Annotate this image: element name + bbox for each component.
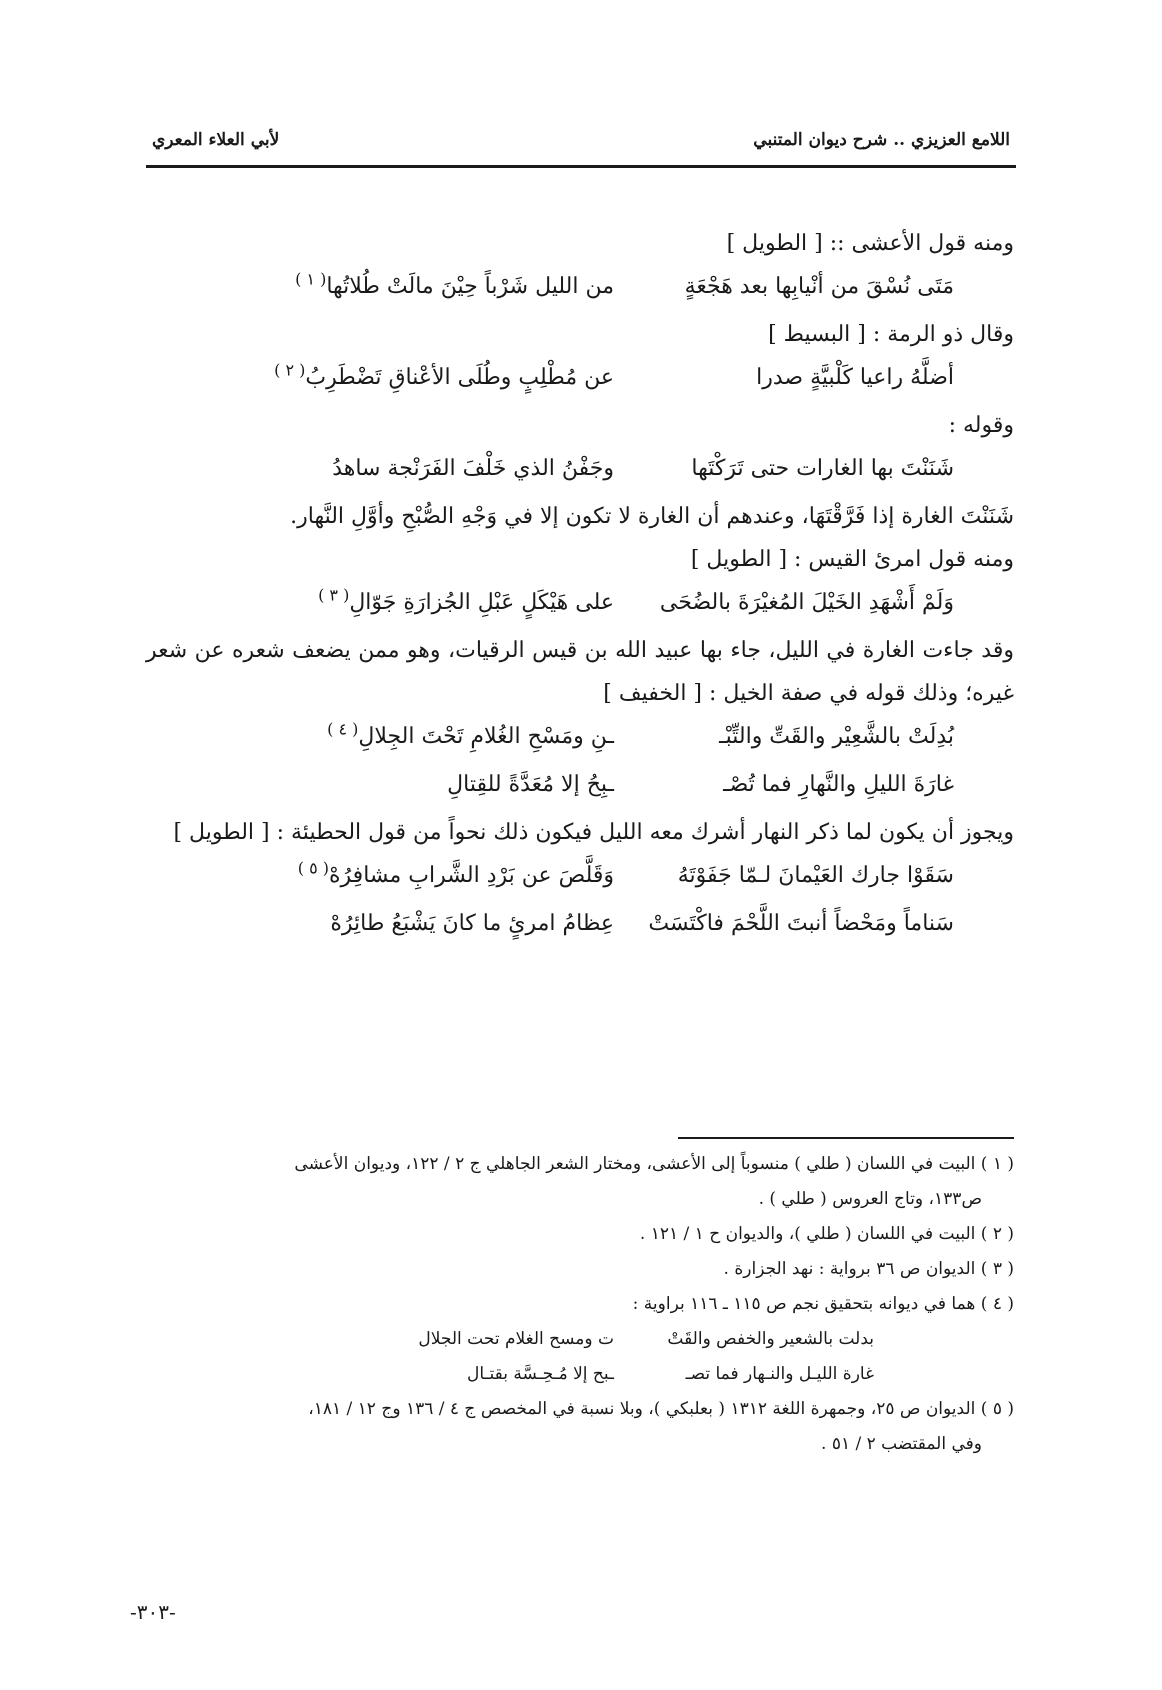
- verse-line: [146, 265, 1014, 313]
- verse-hemistich: [318, 581, 614, 624]
- verse-hemistich: ـبح إلا مُـحِـسَّة بقتـال: [466, 1364, 614, 1384]
- verse-hemistich: ت ومسح الغلام تحت الجلال: [418, 1329, 614, 1349]
- verse-hemistich: مَتَى نُسْقَ من أنْيابِها بعد هَجْعَةٍ: [684, 274, 954, 299]
- footnote: ( ٢ ) البيت في اللسان ( طلي )، والديوان ح ١ / ١٢١ .: [639, 1224, 1014, 1244]
- verse-hemistich: أضلَّهُ راعيا كَلْبيَّةٍ صدرا: [756, 365, 954, 390]
- footnote-separator: [678, 1137, 1014, 1139]
- page-number: -٣٠٣-: [130, 1600, 176, 1624]
- footnote-continuation: ص١٣٣، وتاج العروس ( طلي ) .: [758, 1189, 982, 1209]
- footnote: ( ٣ ) الديوان ص ٣٦ برواية : نهد الجزارة .: [723, 1259, 1014, 1279]
- footnote-verse: [146, 1357, 1014, 1392]
- text-run: ـنِ ومَسْحِ الغُلامِ تَحْتَ الجِلالِ: [358, 724, 614, 749]
- verse-hemistich: وَلَمْ أَشْهَدِ الخَيْلَ المُغيْرَةَ بالضُحَى: [659, 590, 954, 615]
- verse-hemistich: عِظامُ امرئٍ ما كانَ يَشْبَعُ طائِرُهْ: [330, 911, 614, 936]
- verse-hemistich: [298, 854, 614, 897]
- verse-line: [146, 356, 1014, 404]
- verse-line: [146, 763, 1014, 811]
- paragraph: [146, 629, 1014, 715]
- verse-hemistich: [274, 356, 614, 399]
- paragraph: [146, 811, 1014, 854]
- text-run: وقد جاءت الغارة في الليل، جاء بها عبيد الله بن قيس الرقيات، وهو ممن يضعف شعره عن شعر غيره؛ وذلك قوله في صفة الخيل : [ الخفيف ]: [146, 638, 1014, 706]
- footnote: ( ٥ ) الديوان ص ٢٥، وجمهرة اللغة ١٣١٢ ( بعلبكي )، وبلا نسبة في المخصص ج ٤ / ١٣٦ وج ١٢ / ١٨١،: [308, 1399, 1014, 1419]
- text-run: وقوله :: [948, 413, 1014, 438]
- footnote-ref: ( ١ ): [295, 269, 327, 289]
- verse-line: [146, 902, 1014, 950]
- intro-line: [146, 404, 1014, 447]
- verse-hemistich: ـبِحُ إلا مُعَدَّةً للقِتالِ: [447, 772, 614, 797]
- verse-line: [146, 581, 1014, 629]
- footnote-ref: ( ٢ ): [274, 360, 306, 380]
- text-run: شَنَنْتَ الغارة إذا فَرَّقْتَهَا، وعندهم أن الغارة لا تكون إلا في وَجْهِ الصُّبْحِ وأوَّلِ النَّهار.: [290, 504, 1014, 529]
- verse-line: [146, 854, 1014, 902]
- verse-line: [146, 447, 1014, 495]
- main-text: [146, 222, 1014, 950]
- header-rule: [146, 165, 1016, 168]
- verse-hemistich: [327, 715, 614, 758]
- text-run: وَقَلَّصَ عن بَرْدِ الشَّرابِ مشافِرُهْ: [329, 863, 614, 888]
- footnote: ( ٤ ) هما في ديوانه بتحقيق نجم ص ١١٥ ـ ١١٦ براوية :: [632, 1294, 1014, 1314]
- verse-hemistich: [295, 265, 614, 308]
- author-name: لأبي العلاء المعري: [152, 130, 280, 150]
- verse-hemistich: بُدِلَتْ بالشَّعِيْر والقَتِّ والتِّبْـ: [719, 724, 954, 749]
- text-run: على هَيْكَلٍ عَبْلِ الجُزارَةِ جَوّالِ: [349, 590, 614, 615]
- footnote: ( ١ ) البيت في اللسان ( طلي ) منسوباً إلى الأعشى، ومختار الشعر الجاهلي ج ٢ / ١٢٢، وديوان الأعشى: [294, 1154, 1014, 1174]
- footnote-continuation: وفي المقتضب ٢ / ٥١ .: [821, 1434, 982, 1454]
- intro-line: [146, 313, 1014, 356]
- footnote-ref: ( ٣ ): [318, 585, 350, 605]
- footnote-ref: ( ٥ ): [297, 858, 330, 878]
- book-title: اللامع العزيزي .. شرح ديوان المتنبي: [753, 130, 1010, 150]
- footnote-verse: [146, 1322, 1014, 1357]
- intro-line: [146, 538, 1014, 581]
- text-run: ومنه قول الأعشى :: [ الطويل ]: [726, 231, 1014, 256]
- verse-hemistich: غارة الليـل والنـهار فما تصـ: [685, 1364, 874, 1384]
- verse-line: [146, 715, 1014, 763]
- text-run: عن مُطْلِبٍ وطُلَى الأعْناقِ تَضْطَرِبُ: [305, 365, 614, 390]
- verse-hemistich: سَناماً ومَحْضاً أنبتَ اللَّحْمَ فاكْتَسَتْ: [648, 911, 954, 936]
- text-run: من الليل شَرْباً حِيْنَ مالَتْ طُلاتُها: [326, 274, 614, 299]
- running-header: [146, 118, 1016, 166]
- verse-hemistich: شَنَنْتَ بها الغارات حتى تَرَكْتَها: [691, 456, 954, 481]
- verse-hemistich: بدلت بالشعير والخفص والقَتْ: [667, 1329, 874, 1349]
- text-run: وقال ذو الرمة : [ البسيط ]: [768, 322, 1014, 347]
- footnote-ref: ( ٤ ): [327, 719, 359, 739]
- intro-line: [146, 222, 1014, 265]
- verse-hemistich: وجَفْنُ الذي خَلْفَ الفَرَنْجة ساهدُ: [332, 456, 614, 481]
- paragraph: [146, 495, 1014, 538]
- text-run: ويجوز أن يكون لما ذكر النهار أشرك معه الليل فيكون ذلك نحواً من قول الحطيئة : [ الطويل ]: [173, 820, 1014, 845]
- text-run: ومنه قول امرئ القيس : [ الطويل ]: [690, 547, 1014, 572]
- verse-hemistich: سَقَوْا جارك العَيْمانَ لـمّا جَفَوْتَهُ: [677, 863, 954, 888]
- verse-hemistich: غارَةَ الليلِ والنَّهارِ فما تُصْـ: [723, 772, 954, 797]
- footnotes: [146, 1147, 1014, 1462]
